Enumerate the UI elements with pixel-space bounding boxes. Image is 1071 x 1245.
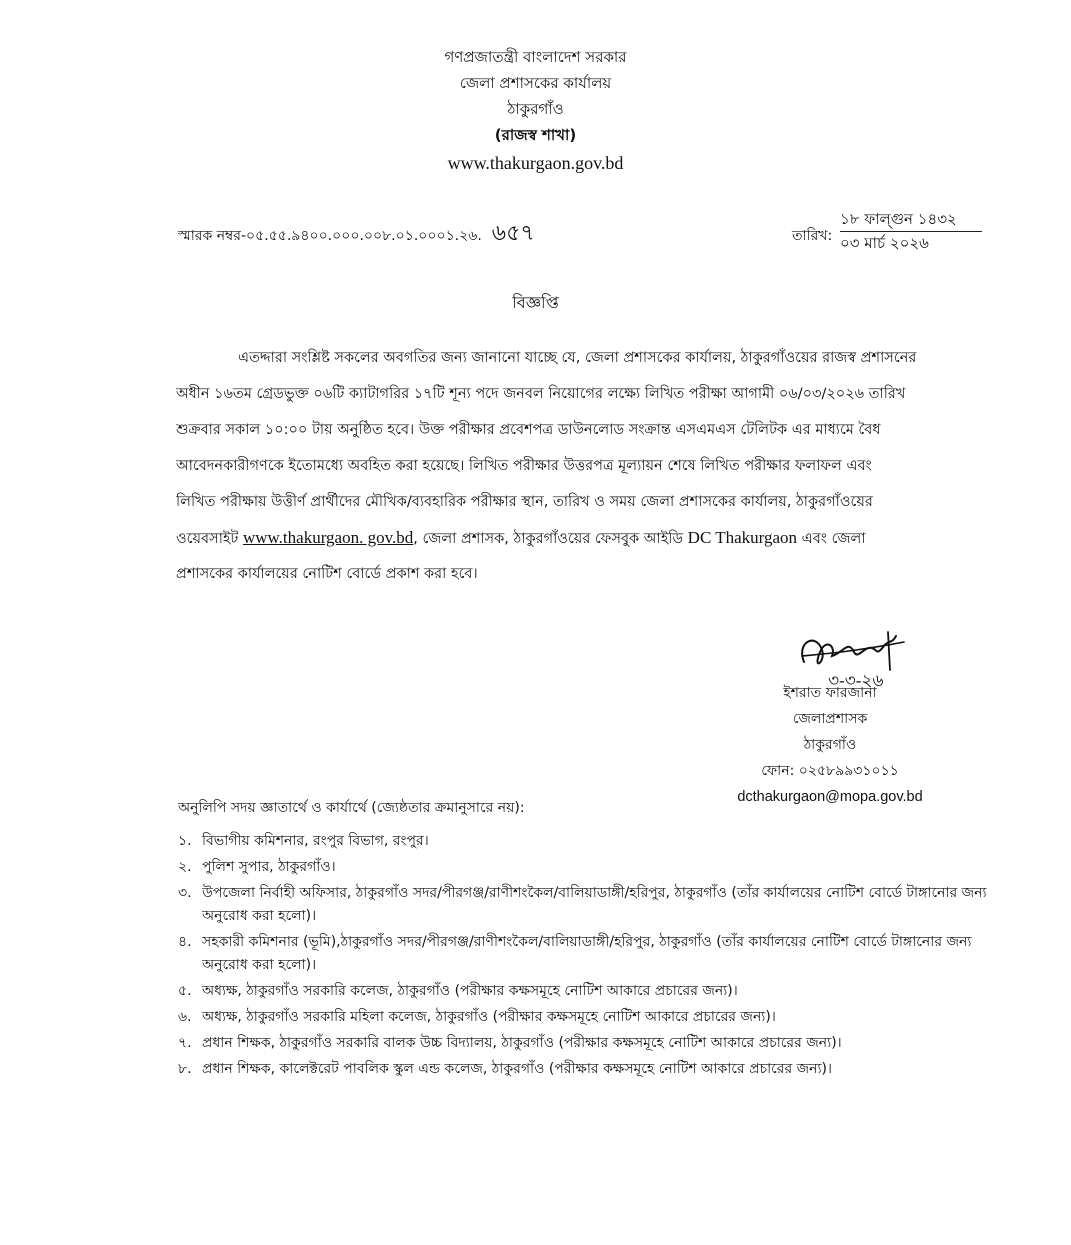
list-item-number: ৭. [178, 1035, 192, 1051]
date-label: তারিখ: [792, 228, 833, 244]
date-block [792, 206, 988, 256]
district-name: ঠাকুরগাঁও [507, 100, 564, 118]
list-item-number: ৬. [178, 1009, 192, 1025]
signatory-designation: জেলাপ্রশাসক [792, 711, 868, 727]
list-item-text: প্রধান শিক্ষক, ঠাকুরগাঁও সরকারি বালক উচ্চ বিদ্যালয়, ঠাকুরগাঁও (পরীক্ষার কক্ষসমূহে নোটিশ আকারে প্রচারের জন্য)। [202, 1035, 842, 1051]
signature-date: ৩-৩-২৬ [828, 671, 884, 690]
notice-text: এবং জেলা [797, 531, 866, 547]
signatory-name: ইশরাত ফারজানা [783, 685, 877, 701]
signatory-district: ঠাকুরগাঁও [803, 737, 857, 753]
list-item-number: ৮. [178, 1061, 192, 1077]
branch-name: (রাজস্ব শাখা) [494, 126, 577, 144]
list-item [178, 980, 988, 1003]
signatory-phone: ফোন: ০২৫৮৯৯৩১০১১ [761, 763, 899, 779]
list-item [178, 1032, 988, 1055]
list-item [178, 1058, 988, 1081]
list-item-number: ২. [178, 859, 192, 875]
list-item-number: ১. [178, 833, 192, 849]
notice-line: এতদ্দারা সংশ্লিষ্ট সকলের অবগতির জন্য জানানো যাচ্ছে যে, জেলা প্রশাসকের কার্যালয়, ঠাকুরগাঁওয়ের রাজস্ব প্রশাসনের [238, 350, 917, 366]
notice-text: , জেলা প্রশাসক, ঠাকুরগাঁওয়ের ফেসবুক আইডি [413, 531, 688, 547]
memo-handwritten-number: ৬৫৭ [491, 220, 535, 245]
list-item [178, 1006, 988, 1029]
signatory-email: dcthakurgaon@mopa.gov.bd [737, 789, 923, 805]
notice-body [176, 340, 984, 592]
letterhead [0, 44, 1071, 174]
notice-line: শুক্রবার সকাল ১০:০০ টায় অনুষ্ঠিত হবে। উক্ত পরীক্ষার প্রবেশপত্র ডাউনলোড সংক্রান্ত এসএমএস টেলিটক এর মাধ্যমে বৈধ [176, 422, 881, 438]
notice-line: প্রশাসকের কার্যালয়ের নোটিশ বোর্ডে প্রকাশ করা হবে। [176, 566, 478, 582]
date-bangla: ১৮ ফাল্গুন ১৪৩২ [840, 210, 957, 228]
list-item [178, 931, 988, 977]
notice-line: লিখিত পরীক্ষায় উত্তীর্ণ প্রার্থীদের মৌখিক/ব্যবহারিক পরীক্ষার স্থান, তারিখ ও সময় জেলা প্রশাসকের কার্যালয়, ঠাকুরগাঁওয়ের [176, 494, 873, 510]
govt-name: গণপ্রজাতন্ত্রী বাংলাদেশ সরকার [444, 48, 627, 66]
list-item-number: ৩. [178, 885, 192, 901]
list-item-text: উপজেলা নির্বাহী অফিসার, ঠাকুরগাঁও সদর/পীরগঞ্জ/রাণীশংকৈল/বালিয়াডাঙ্গী/হরিপুর, ঠাকুরগাঁও (তাঁর কার্যালয়ের নোটিশ বোর্ডে টাঙ্গানোর জন্য অনুরোধ করা হলো)। [202, 885, 987, 924]
list-item-text: অধ্যক্ষ, ঠাকুরগাঁও সরকারি কলেজ, ঠাকুরগাঁও (পরীক্ষার কক্ষসমূহে নোটিশ আকারে প্রচারের জন্য)। [202, 983, 738, 999]
list-item [178, 856, 988, 879]
memo-number [178, 216, 535, 253]
list-item-text: সহকারী কমিশনার (ভূমি),ঠাকুরগাঁও সদর/পীরগঞ্জ/রাণীশংকৈল/বালিয়াডাঙ্গী/হরিপুর, ঠাকুরগাঁও (তাঁর কার্যালয়ের নোটিশ বোর্ডে টাঙ্গানোর জন্য অনুরোধ করা হলো)। [202, 934, 972, 973]
website-text: www.thakurgaon.gov.bd [447, 153, 624, 173]
copy-heading: অনুলিপি সদয় জ্ঞাতার্থে ও কার্যার্থে (জ্যেষ্ঠতার ক্রমানুসারে নয়): [178, 800, 525, 816]
notice-line [176, 520, 984, 556]
list-item-text: পুলিশ সুপার, ঠাকুরগাঁও। [202, 859, 336, 875]
list-item-number: ৫. [178, 983, 192, 999]
facebook-id: DC Thakurgaon [687, 528, 798, 547]
website-link[interactable]: www.thakurgaon. gov.bd [242, 528, 414, 547]
list-item-number: ৪. [178, 934, 192, 950]
date-english: ০৩ মার্চ ২০২৬ [840, 234, 929, 252]
list-item-text: প্রধান শিক্ষক, কালেক্টরেট পাবলিক স্কুল এন্ড কলেজ, ঠাকুরগাঁও (পরীক্ষার কক্ষসমূহে নোটিশ আকারে প্রচারের জন্য)। [202, 1061, 833, 1077]
list-item-text: অধ্যক্ষ, ঠাকুরগাঁও সরকারি মহিলা কলেজ, ঠাকুরগাঁও (পরীক্ষার কক্ষসমূহে নোটিশ আকারে প্রচারের জন্য)। [202, 1009, 776, 1025]
notice-title: বিজ্ঞপ্তি [512, 293, 559, 312]
list-item [178, 830, 988, 853]
notice-line: আবেদনকারীগণকে ইতোমধ্যে অবহিত করা হয়েছে। লিখিত পরীক্ষার উত্তরপত্র মূল্যায়ন শেষে লিখিত পরীক্ষার ফলাফল এবং [176, 458, 872, 474]
list-item-text: বিভাগীয় কমিশনার, রংপুর বিভাগ, রংপুর। [202, 833, 429, 849]
list-item [178, 882, 988, 928]
memo-label: স্মারক নম্বর-০৫.৫৫.৯৪০০.০০০.০০৮.০১.০০০১.২৬. [178, 228, 482, 244]
notice-text: ওয়েবসাইট [176, 531, 243, 547]
copy-list [178, 830, 988, 1084]
signatory-block [700, 680, 960, 810]
notice-line: অধীন ১৬তম গ্রেডভুক্ত ০৬টি ক্যাটাগরির ১৭টি শূন্য পদে জনবল নিয়োগের লক্ষ্যে লিখিত পরীক্ষা আগামী ০৬/০৩/২০২৬ তারিখ [176, 386, 906, 402]
office-name: জেলা প্রশাসকের কার্যালয় [459, 74, 612, 92]
